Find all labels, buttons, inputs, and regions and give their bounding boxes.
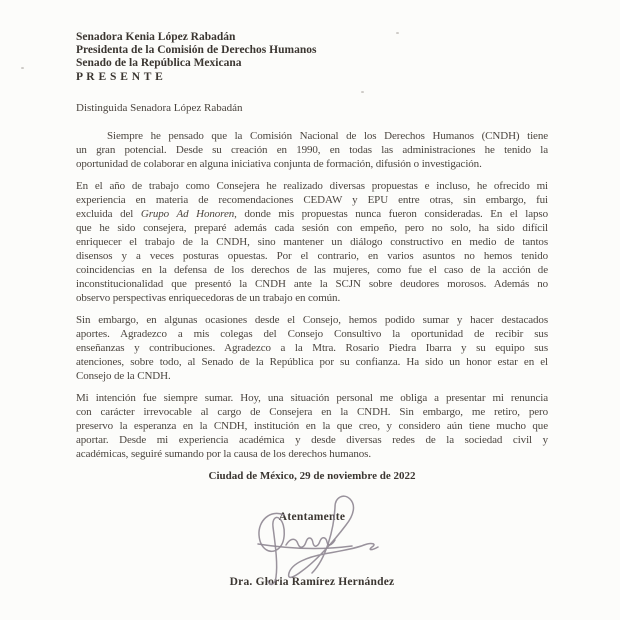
letter-paragraph — [76, 179, 548, 305]
paragraph-line: Consejo de la CNDH. — [76, 369, 171, 382]
paragraph-line: atenciones, sobre todo, al Senado de la República por su confianza. Ha sido un honor estar en el — [76, 355, 548, 368]
paragraph-line: En el año de trabajo como Consejera he realizado diversas propuestas e incluso, he ofrecido mi — [76, 179, 548, 192]
paragraph-line: disensos y a veces posturas opuestas. Por el contrario, en varios asuntos no hemos tenido — [76, 249, 548, 262]
scan-artifact — [361, 91, 364, 93]
signer-name: Dra. Gloria Ramírez Hernández — [229, 575, 395, 588]
recipient-institution: Senado de la República Mexicana — [76, 57, 242, 70]
salutation: Distinguida Senadora López Rabadán — [76, 101, 243, 114]
paragraph-line: que he sido consejera, preparé además cada sesión con empeño, pero no solo, ha sido difícil — [76, 221, 548, 234]
letter-paragraph — [76, 129, 548, 171]
paragraph-line: coincidencias en la defensa de los derechos de las mujeres, como fue el caso de la acción de — [76, 263, 548, 276]
presente-line: P R E S E N T E — [76, 70, 164, 83]
paragraph-line: Sin embargo, en algunas ocasiones desde el Consejo, hemos podido sumar y hacer destacados — [76, 313, 548, 326]
paragraph-line: Siempre he pensado que la Comisión Nacional de los Derechos Humanos (CNDH) tiene — [107, 129, 548, 142]
paragraph-line: con carácter irrevocable al cargo de Consejera en la CNDH. Sin embargo, me retiro, pero — [76, 405, 548, 418]
paragraph-line: enseñanzas y contribuciones. Agradezco a la Mtra. Rosario Piedra Ibarra y su equipo sus — [76, 341, 548, 354]
letter-content — [76, 31, 548, 589]
paragraph-line: excluida del Grupo Ad Honoren, donde mis propuestas nunca fueron consideradas. En el lapso — [76, 207, 548, 220]
paragraph-line: experiencia en materia de recomendaciones CEDAW y EPU entre otras, sin embargo, fui — [76, 193, 548, 206]
paragraph-line: oportunidad de colaborar en alguna iniciativa conjunta de formación, difusión o investigación. — [76, 157, 482, 170]
letter-paragraph — [76, 391, 548, 461]
dateline: Ciudad de México, 29 de noviembre de 2022 — [208, 469, 416, 482]
paragraph-line: inconstitucionalidad que presentó la CNDH ante la SCJN sobre deudores morosos. Además no — [76, 277, 548, 290]
paragraph-line: aportar. Desde mi experiencia académica y desde diversas redes de la sociedad civil y — [76, 433, 548, 446]
paragraph-line: preservo la esperanza en la CNDH, institución en la que creo, y considero aún tiene mucho que — [76, 419, 548, 432]
letter-paragraph — [76, 313, 548, 383]
paragraph-line: observo perspectivas enriquecedoras de un trabajo en común. — [76, 291, 341, 304]
scan-artifact — [396, 32, 399, 34]
paragraph-line: Mi intención fue siempre sumar. Hoy, una situación personal me obliga a presentar mi renuncia — [76, 391, 548, 404]
paragraph-line: académicas, seguiré sumando por la causa de los derechos humanos. — [76, 447, 371, 460]
paragraph-line: aportes. Agradezco a mis colegas del Consejo Consultivo la oportunidad de recibir sus — [76, 327, 548, 340]
scan-artifact — [21, 67, 24, 69]
letter-body — [76, 129, 548, 461]
recipient-block — [76, 31, 548, 84]
recipient-name: Senadora Kenia López Rabadán — [76, 31, 236, 43]
recipient-title: Presidenta de la Comisión de Derechos Humanos — [76, 44, 317, 57]
paragraph-line: enriquecer el trabajo de la CNDH, sino mantener un diálogo constructivo en medio de tantos — [76, 235, 548, 248]
closing-atentamente: Atentamente — [278, 510, 346, 523]
paragraph-line: un gran potencial. Desde su creación en 1990, en todas las administraciones he tenido la — [76, 143, 548, 156]
